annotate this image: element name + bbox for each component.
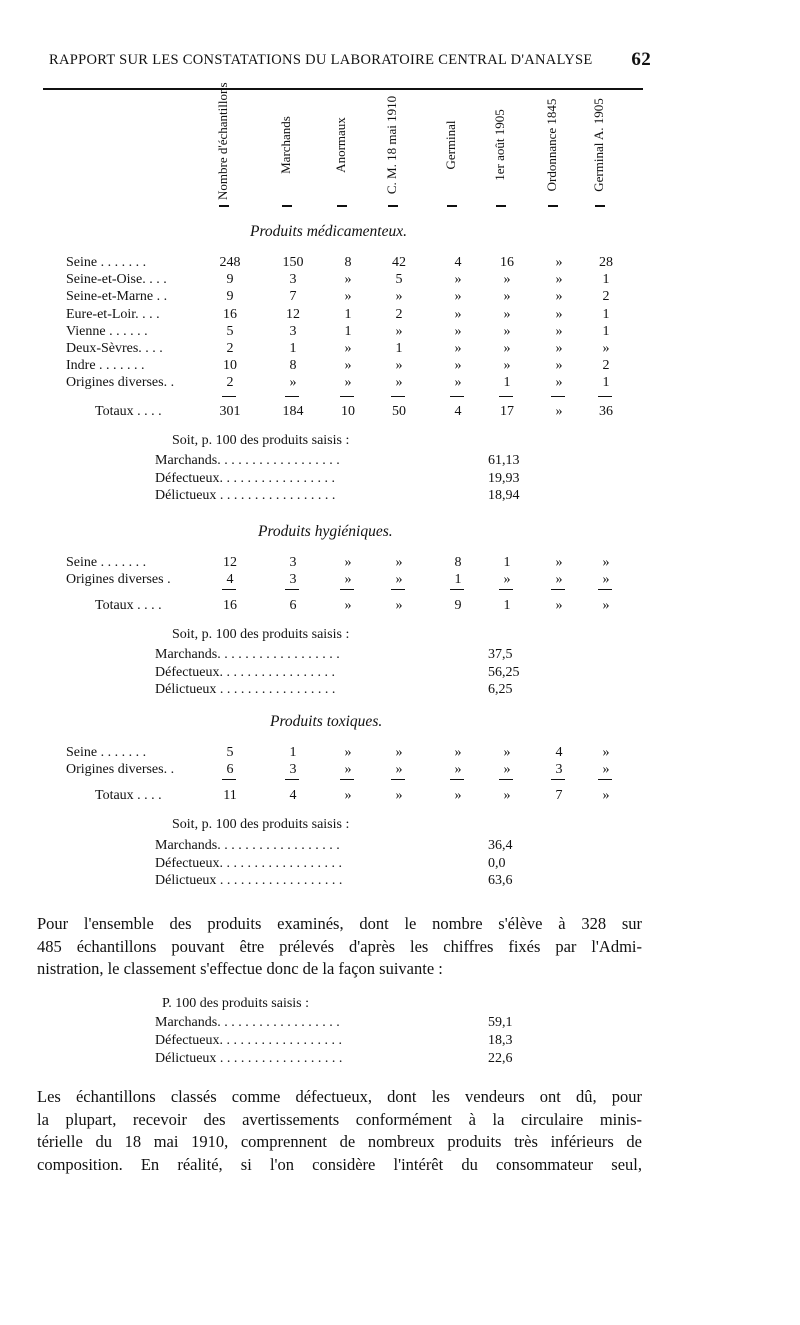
table-cell: 3 <box>555 762 563 778</box>
table-cell: 42 <box>392 255 406 270</box>
pct-label: Marchands. . . . . . . . . . . . . . . . . . <box>155 838 340 853</box>
table-cell: 16 <box>223 306 237 322</box>
paragraph-line: nistration, le classement s'effectue donc de la façon suivante : <box>37 959 443 979</box>
total-rule <box>340 589 354 590</box>
table-cell: 2 <box>226 341 234 356</box>
table-cell: 1 <box>344 323 352 339</box>
table-cell: 150 <box>282 255 304 270</box>
table-cell: 1 <box>395 341 403 356</box>
table-cell: » <box>602 555 610 570</box>
total-rule <box>551 396 565 397</box>
total-cell: 50 <box>392 404 406 419</box>
table-cell: » <box>503 289 511 305</box>
table-cell: » <box>602 745 610 760</box>
table-cell: » <box>344 375 352 391</box>
overall-pct-label: Délictueux . . . . . . . . . . . . . . . . . . <box>155 1051 343 1066</box>
pct-value: 18,94 <box>488 488 520 503</box>
total-rule <box>285 396 299 397</box>
table-cell: 1 <box>289 341 297 356</box>
table-cell: » <box>289 375 297 391</box>
table-cell: » <box>344 762 352 778</box>
table-cell: » <box>602 572 610 588</box>
table-cell: 6 <box>226 762 234 778</box>
total-rule <box>391 779 405 780</box>
pct-label: Marchands. . . . . . . . . . . . . . . . . . <box>155 647 340 662</box>
table-cell: 7 <box>289 289 297 305</box>
total-rule <box>391 589 405 590</box>
pct-title: Soit, p. 100 des produits saisis : <box>172 627 350 642</box>
table-cell: 248 <box>219 255 241 270</box>
total-rule <box>450 396 464 397</box>
pct-value: 56,25 <box>488 664 520 680</box>
section-title: Produits toxiques. <box>270 713 383 730</box>
row-label: Vienne . . . . . . <box>66 323 148 339</box>
table-cell: » <box>555 255 563 270</box>
paragraph-line: térielle du 18 mai 1910, comprennent de nombreux produits très inférieurs de <box>37 1132 642 1152</box>
table-cell: » <box>454 762 462 778</box>
total-rule <box>222 589 236 590</box>
overall-pct-value: 59,1 <box>488 1015 513 1030</box>
column-header-rule <box>447 205 457 207</box>
table-cell: 4 <box>226 572 234 588</box>
pct-title: Soit, p. 100 des produits saisis : <box>172 817 350 832</box>
table-cell: » <box>344 289 352 305</box>
table-cell: » <box>344 572 352 588</box>
pct-label: Défectueux. . . . . . . . . . . . . . . . . . <box>155 855 343 871</box>
table-cell: » <box>503 358 511 374</box>
table-cell: » <box>395 375 403 391</box>
table-cell: » <box>503 306 511 322</box>
total-cell: » <box>602 788 610 803</box>
table-cell: 10 <box>223 358 237 374</box>
column-header: Marchands <box>278 116 293 174</box>
row-label: Indre . . . . . . . <box>66 358 145 374</box>
total-rule <box>499 396 513 397</box>
column-header-rule <box>219 205 229 207</box>
total-label: Totaux . . . . <box>95 788 162 803</box>
table-cell: » <box>503 341 511 356</box>
total-cell: » <box>395 598 403 613</box>
total-cell: » <box>344 788 352 803</box>
table-cell: 1 <box>602 323 610 339</box>
table-cell: » <box>395 358 403 374</box>
pct-label: Défectueux. . . . . . . . . . . . . . . . . <box>155 664 336 680</box>
total-rule <box>450 779 464 780</box>
running-header <box>49 49 651 70</box>
table-cell: 3 <box>289 272 297 288</box>
overall-pct-label: Défectueux. . . . . . . . . . . . . . . . . . <box>155 1033 343 1048</box>
column-header-rule <box>337 205 347 207</box>
table-cell: 2 <box>395 306 403 322</box>
row-label: Seine . . . . . . . <box>66 745 147 760</box>
table-cell: » <box>344 745 352 760</box>
row-label: Origines diverses . <box>66 572 171 588</box>
column-header-rule <box>496 205 506 207</box>
page-number: 62 <box>631 49 651 70</box>
column-header: Ordonnance 1845 <box>544 98 559 192</box>
table-cell: » <box>555 375 563 391</box>
table-cell: » <box>555 555 563 570</box>
table-cell: 5 <box>395 272 403 288</box>
table-cell: 1 <box>503 555 511 570</box>
table-cell: 1 <box>602 306 610 322</box>
total-cell: 11 <box>223 788 237 803</box>
table-cell: » <box>503 323 511 339</box>
table-cell: 3 <box>289 555 297 570</box>
total-label: Totaux . . . . <box>95 404 162 419</box>
total-cell: » <box>555 598 563 613</box>
overall-pct-value: 18,3 <box>488 1033 513 1048</box>
total-rule <box>285 589 299 590</box>
total-cell: » <box>454 788 462 803</box>
table-cell: » <box>395 572 403 588</box>
table-cell: 8 <box>454 555 462 570</box>
total-rule <box>598 779 612 780</box>
table-cell: » <box>555 306 563 322</box>
total-cell: 16 <box>223 598 237 613</box>
total-cell: 7 <box>555 788 563 803</box>
total-rule <box>222 396 236 397</box>
pct-value: 61,13 <box>488 453 520 468</box>
table-cell: 2 <box>602 358 610 374</box>
paragraph-line: composition. En réalité, si l'on considère l'intérêt du consommateur seul, <box>37 1154 642 1174</box>
overall-pct-label: Marchands. . . . . . . . . . . . . . . . . . <box>155 1015 340 1030</box>
section-title: Produits hygiéniques. <box>258 523 393 540</box>
header-title: RAPPORT SUR LES CONSTATATIONS DU LABORATOIRE CENTRAL D'ANALYSE <box>49 52 593 68</box>
table-cell: » <box>395 289 403 305</box>
table-cell: » <box>395 745 403 760</box>
table-cell: 9 <box>226 289 234 305</box>
row-label: Deux-Sèvres. . . . <box>66 341 163 356</box>
column-header-rule <box>595 205 605 207</box>
total-cell: 10 <box>341 404 355 419</box>
column-header-rule <box>282 205 292 207</box>
total-cell: » <box>344 598 352 613</box>
table-cell: » <box>395 323 403 339</box>
table-cell: 12 <box>223 555 237 570</box>
total-rule <box>598 396 612 397</box>
table-cell: » <box>344 272 352 288</box>
table-cell: » <box>602 341 610 356</box>
total-cell: 184 <box>282 404 304 419</box>
overall-pct-value: 22,6 <box>488 1051 513 1066</box>
table-cell: » <box>454 272 462 288</box>
total-cell: » <box>395 788 403 803</box>
table-cell: » <box>503 762 511 778</box>
table-cell: » <box>555 358 563 374</box>
table-cell: 3 <box>289 762 297 778</box>
total-rule <box>340 779 354 780</box>
table-cell: » <box>555 323 563 339</box>
paragraph-line: Les échantillons classés comme défectueux, dont les vendeurs ont dû, pour <box>37 1087 642 1106</box>
table-cell: » <box>454 323 462 339</box>
row-label: Seine-et-Oise. . . . <box>66 272 167 288</box>
total-cell: 6 <box>289 598 297 613</box>
column-header: Germinal <box>443 120 458 170</box>
total-rule <box>499 589 513 590</box>
table-cell: 5 <box>226 745 234 760</box>
total-cell: 9 <box>454 598 462 613</box>
pct-value: 37,5 <box>488 647 513 662</box>
table-cell: » <box>454 745 462 760</box>
paragraph-2 <box>37 1086 642 1176</box>
total-cell: 17 <box>500 404 514 419</box>
table-cell: 1 <box>602 375 610 391</box>
table-cell: 1 <box>289 745 297 760</box>
table-cell: 2 <box>226 375 234 391</box>
total-rule <box>340 396 354 397</box>
pct-label: Défectueux. . . . . . . . . . . . . . . . . <box>155 470 336 486</box>
table-cell: » <box>555 572 563 588</box>
total-rule <box>551 779 565 780</box>
total-rule <box>222 779 236 780</box>
paragraph-line: la plupart, recevoir des avertissements conformément à la circulaire minis- <box>37 1109 642 1129</box>
column-header: C. M. 18 mai 1910 <box>384 95 399 195</box>
total-rule <box>391 396 405 397</box>
table-cell: » <box>395 762 403 778</box>
total-cell: » <box>555 404 563 419</box>
total-rule <box>499 779 513 780</box>
table-cell: 1 <box>454 572 462 588</box>
row-label: Origines diverses. . <box>66 375 175 391</box>
table-cell: 5 <box>226 323 234 339</box>
column-header: Nombre d'échantillons <box>215 82 230 200</box>
table-cell: 1 <box>503 375 511 391</box>
column-header: 1er août 1905 <box>492 109 507 181</box>
table-cell: 3 <box>289 572 297 588</box>
row-label: Seine . . . . . . . <box>66 255 147 270</box>
pct-value: 19,93 <box>488 470 520 486</box>
total-cell: » <box>503 788 511 803</box>
table-cell: » <box>555 289 563 305</box>
section-title: Produits médicamenteux. <box>250 223 407 240</box>
table-cell: 4 <box>454 255 462 270</box>
table-cell: » <box>344 341 352 356</box>
row-label: Origines diverses. . <box>66 762 175 778</box>
total-cell: 1 <box>503 598 511 613</box>
table-cell: 12 <box>286 306 300 322</box>
table-cell: » <box>395 555 403 570</box>
table-cell: 16 <box>500 255 514 270</box>
pct-title: Soit, p. 100 des produits saisis : <box>172 433 350 448</box>
pct-label: Délictueux . . . . . . . . . . . . . . . . . <box>155 682 336 697</box>
table-cell: 1 <box>602 272 610 288</box>
total-cell: 4 <box>454 404 462 419</box>
column-header-rule <box>388 205 398 207</box>
table-cell: 9 <box>226 272 234 288</box>
total-cell: 4 <box>289 788 297 803</box>
table-cell: 4 <box>555 745 563 760</box>
row-label: Eure-et-Loir. . . . <box>66 306 160 322</box>
table-cell: » <box>454 341 462 356</box>
pct-value: 6,25 <box>488 682 513 697</box>
table-cell: » <box>454 306 462 322</box>
table-cell: » <box>503 745 511 760</box>
table-cell: » <box>454 289 462 305</box>
table-cell: » <box>503 572 511 588</box>
pct-value: 0,0 <box>488 855 506 871</box>
table-cell: » <box>602 762 610 778</box>
table-cell: 8 <box>289 358 297 374</box>
table-cell: » <box>344 358 352 374</box>
total-cell: 301 <box>219 404 241 419</box>
table-cell: 3 <box>289 323 297 339</box>
table-cell: » <box>555 341 563 356</box>
table-cell: 8 <box>344 255 352 270</box>
row-label: Seine-et-Marne . . <box>66 289 168 305</box>
table-cell: » <box>503 272 511 288</box>
total-label: Totaux . . . . <box>95 598 162 613</box>
table-cell: » <box>454 375 462 391</box>
column-header-rule <box>548 205 558 207</box>
paragraph-1 <box>37 913 642 981</box>
pct-value: 63,6 <box>488 873 513 888</box>
table-cell: 1 <box>344 306 352 322</box>
table-cell: » <box>344 555 352 570</box>
total-rule <box>285 779 299 780</box>
paragraph-line: 485 échantillons pouvant être prélevés d'après les chiffres fixés par l'Admi- <box>37 936 642 956</box>
total-cell: » <box>602 598 610 613</box>
total-cell: 36 <box>599 404 613 419</box>
table-cell: 2 <box>602 289 610 305</box>
table-cell: » <box>555 272 563 288</box>
table-cell: 28 <box>599 255 613 270</box>
pct-label: Délictueux . . . . . . . . . . . . . . . . . . <box>155 873 343 888</box>
pct-value: 36,4 <box>488 838 513 853</box>
total-rule <box>450 589 464 590</box>
row-label: Seine . . . . . . . <box>66 555 147 570</box>
paragraph-line: Pour l'ensemble des produits examinés, dont le nombre s'élève à 328 sur <box>37 914 642 933</box>
column-header: Germinal A. 1905 <box>591 98 606 192</box>
total-rule <box>598 589 612 590</box>
total-rule <box>551 589 565 590</box>
table-cell: » <box>454 358 462 374</box>
column-header: Anormaux <box>333 117 348 173</box>
pct-label: Délictueux . . . . . . . . . . . . . . . . . <box>155 488 336 503</box>
pct-label: Marchands. . . . . . . . . . . . . . . . . . <box>155 453 340 468</box>
overall-pct-title: P. 100 des produits saisis : <box>162 996 310 1011</box>
